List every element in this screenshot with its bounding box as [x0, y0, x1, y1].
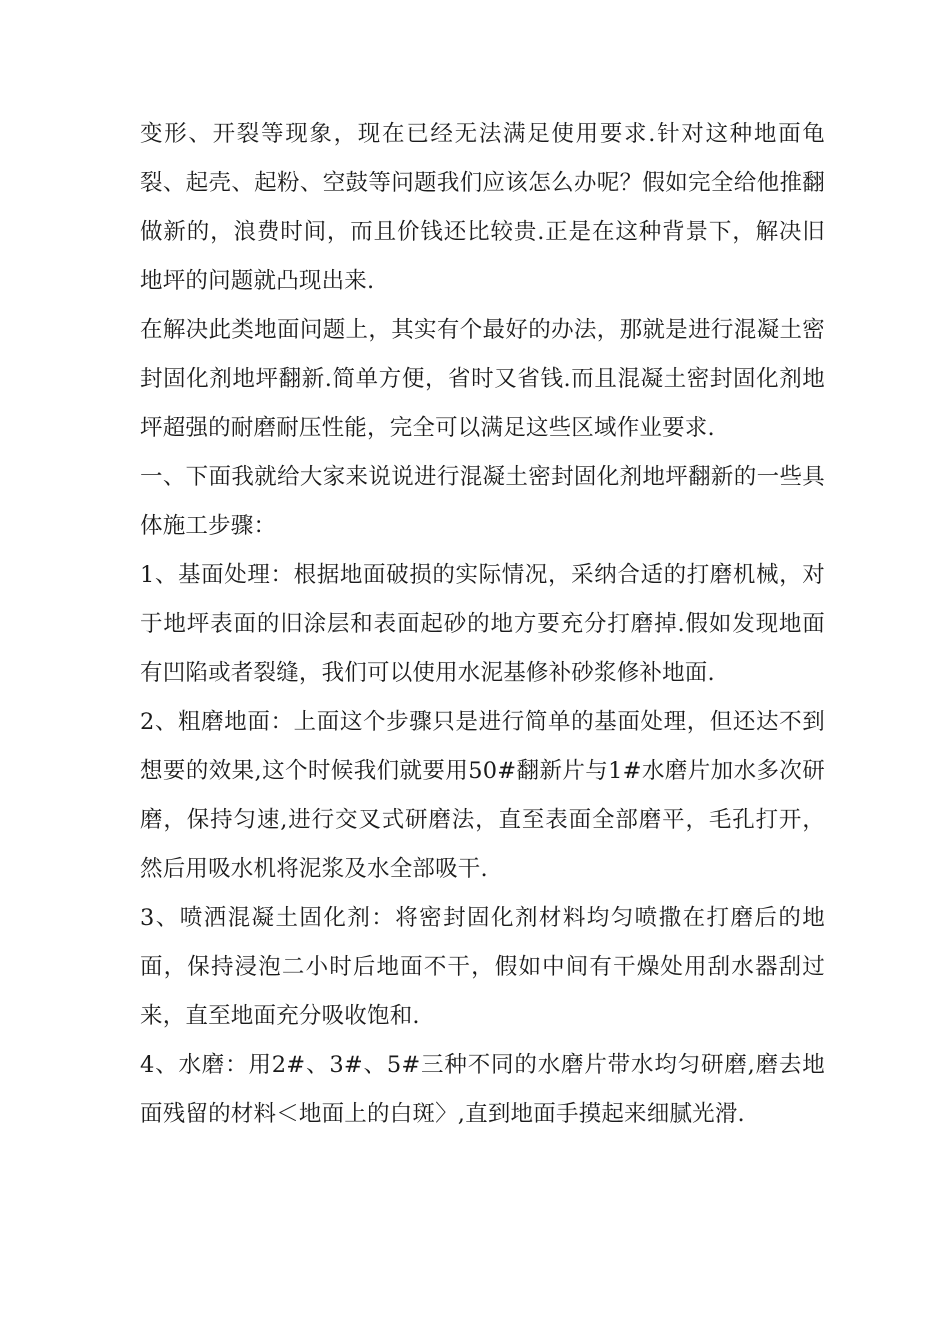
step-2-rough-grinding: 2、粗磨地面：上面这个步骤只是进行简单的基面处理，但还达不到想要的效果,这个时候我们就要用50#翻新片与1#水磨片加水多次研磨，保持匀速,进行交叉式研磨法，直至表面全部磨平，毛孔打开，然后用吸水机将泥浆及水全部吸干.	[140, 709, 825, 882]
paragraph-intro-problem: 变形、开裂等现象，现在已经无法满足使用要求.针对这种地面龟裂、起壳、起粉、空鼓等问题我们应该怎么办呢？假如完全给他推翻做新的，浪费时间，而且价钱还比较贵.正是在这种背景下，解决旧地坪的问题就凸现出来.	[140, 121, 825, 294]
step-4-wet-grinding: 4、水磨：用2#、3#、5#三种不同的水磨片带水均匀研磨,磨去地面残留的材料＜地面上的白斑〉,直到地面手摸起来细腻光滑.	[140, 1052, 825, 1127]
section-heading-steps: 一、下面我就给大家来说说进行混凝土密封固化剂地坪翻新的一些具体施工步骤：	[140, 464, 825, 539]
step-1-base-treatment: 1、基面处理：根据地面破损的实际情况，采纳合适的打磨机械，对于地坪表面的旧涂层和表面起砂的地方要充分打磨掉.假如发现地面有凹陷或者裂缝，我们可以使用水泥基修补砂浆修补地面.	[140, 562, 825, 686]
step-3-spray-hardener: 3、喷洒混凝土固化剂：将密封固化剂材料均匀喷撒在打磨后的地面，保持浸泡二小时后地面不干，假如中间有干燥处用刮水器刮过来，直至地面充分吸收饱和.	[140, 905, 825, 1029]
paragraph-solution: 在解决此类地面问题上，其实有个最好的办法，那就是进行混凝土密封固化剂地坪翻新.简单方便，省时又省钱.而且混凝土密封固化剂地坪超强的耐磨耐压性能，完全可以满足这些区域作业要求.	[140, 317, 825, 441]
document-body	[140, 110, 825, 1139]
